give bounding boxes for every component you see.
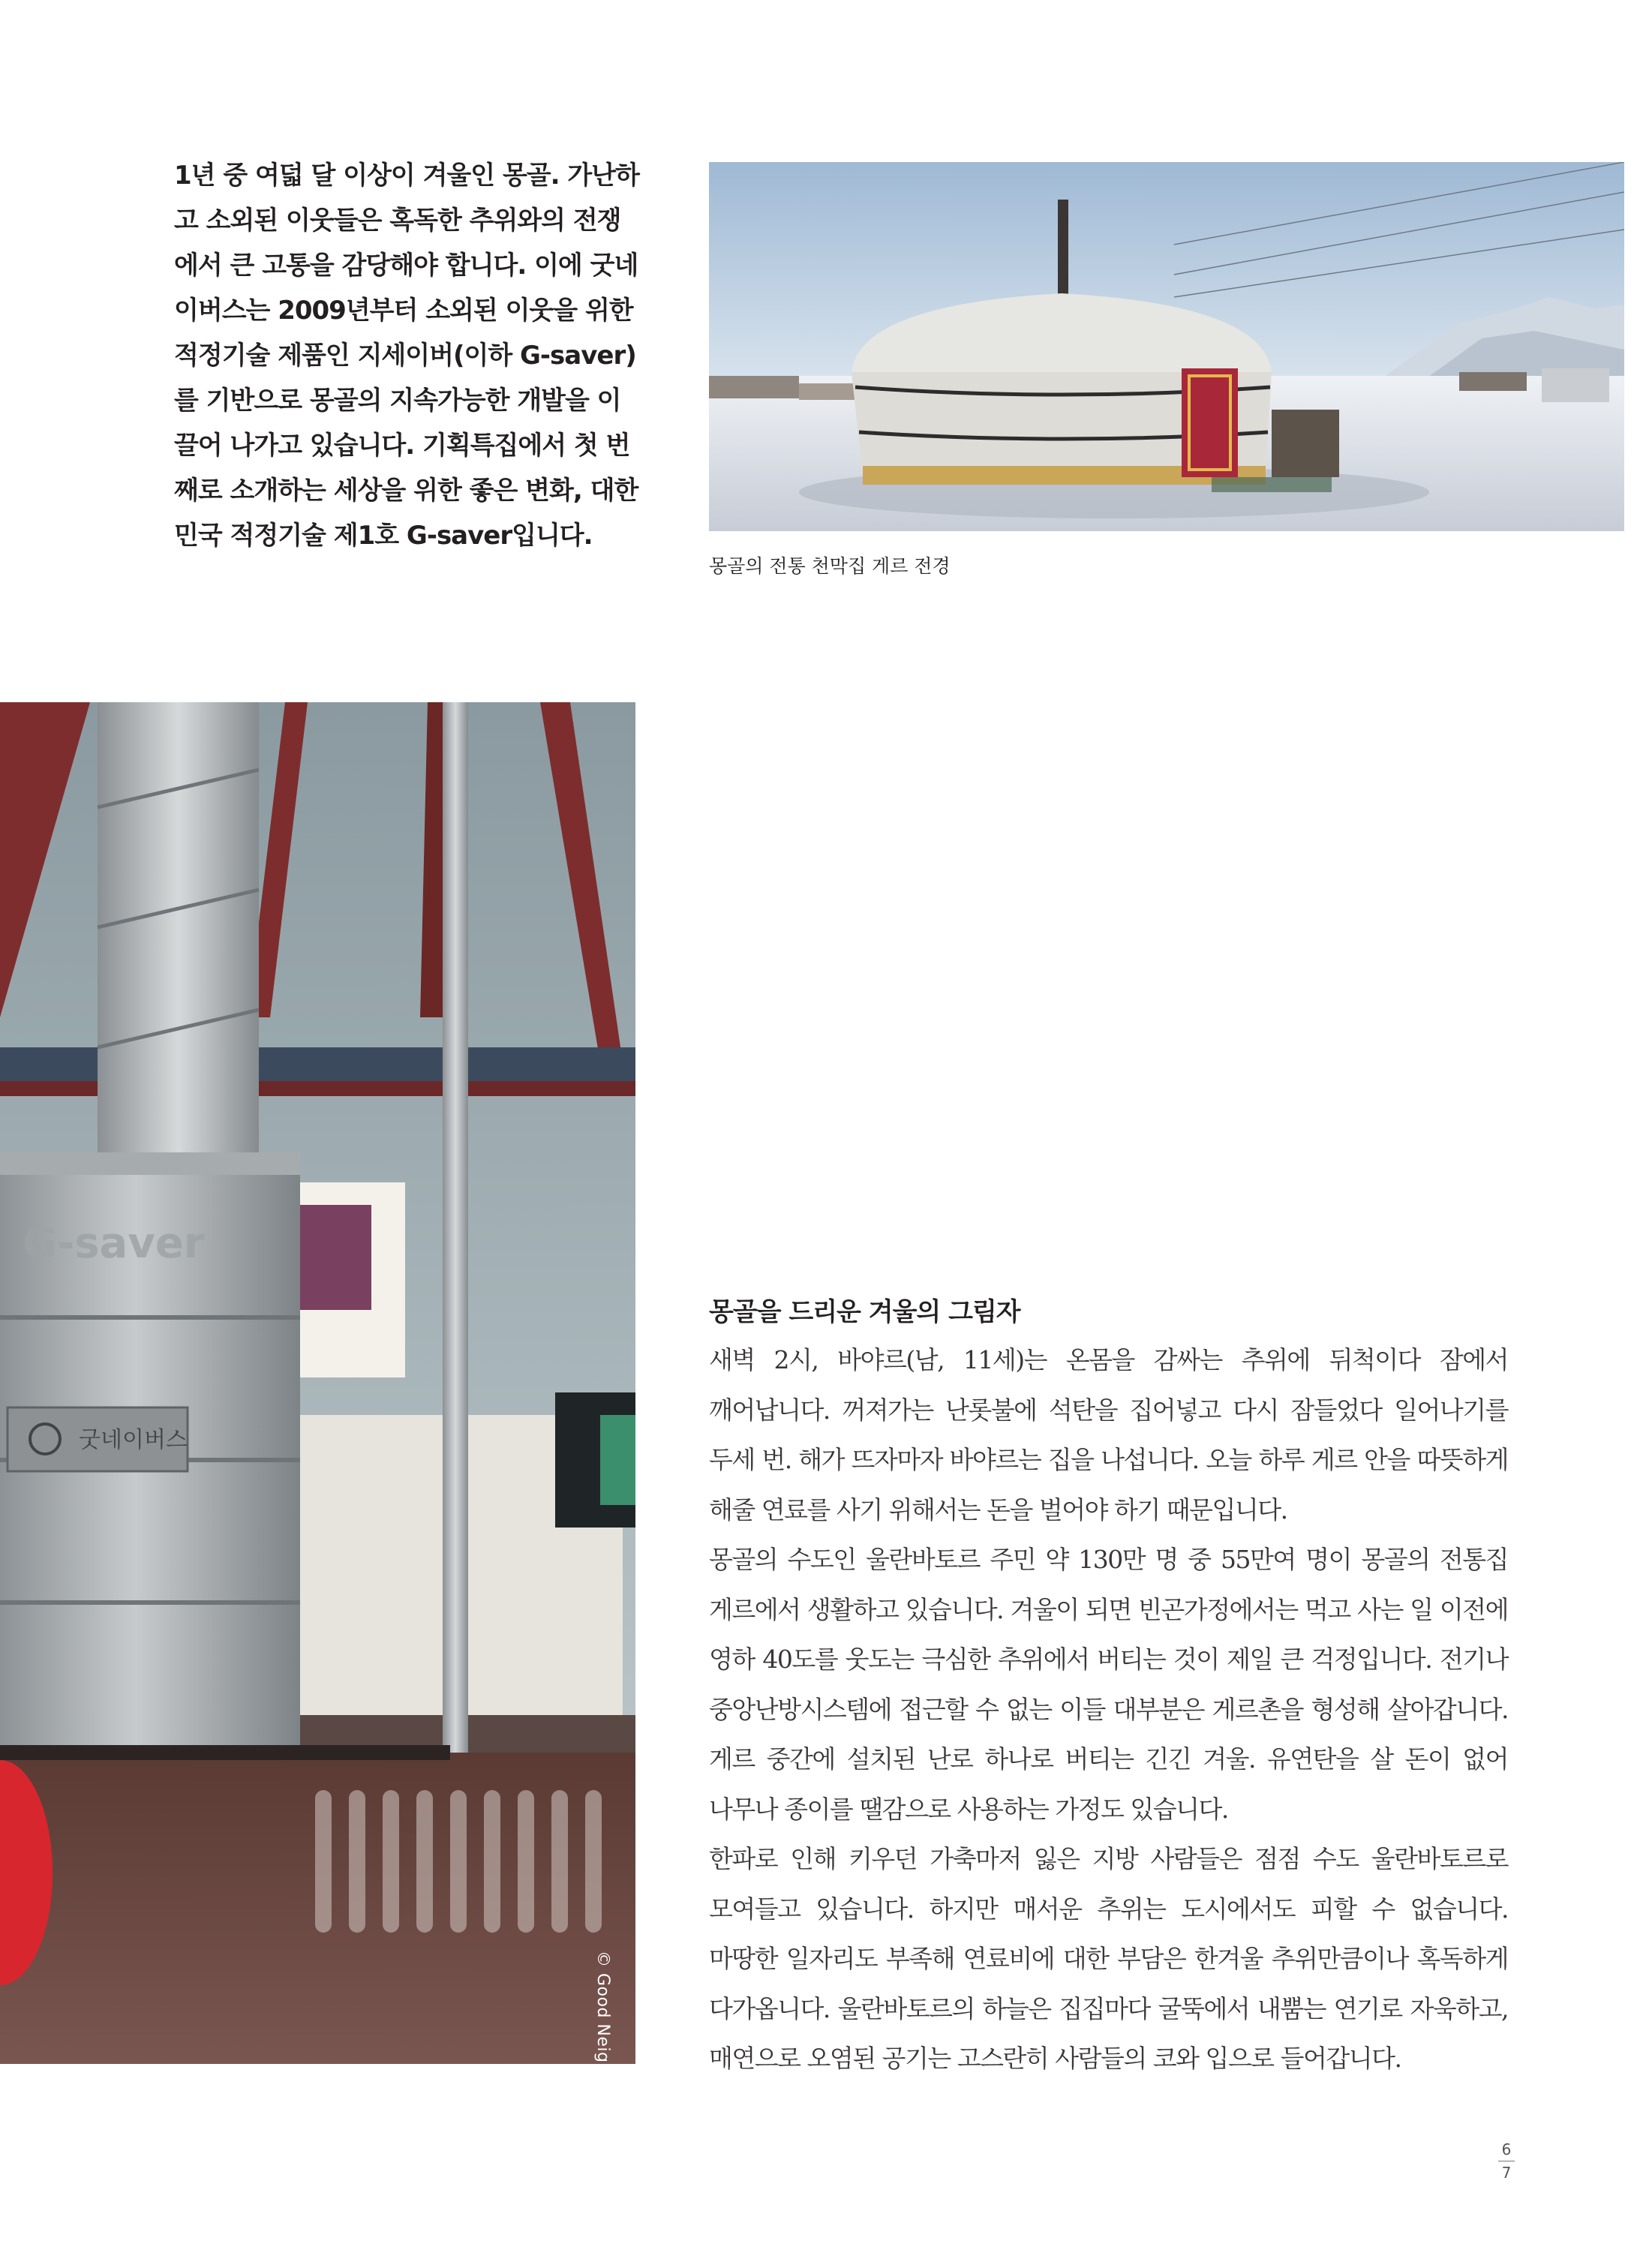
intro-line: 민국 적정기술 제1호 G-saver입니다. — [174, 521, 593, 551]
page-number-left: 6 — [1501, 2140, 1512, 2158]
ger-photo — [709, 162, 1624, 531]
stove-photo — [0, 702, 635, 2064]
intro-text — [174, 153, 639, 558]
stove-brand: G-saver — [23, 1219, 205, 1268]
ger-illustration — [709, 162, 1624, 531]
intro-line: 째로 소개하는 세상을 위한 좋은 변화, 대한 — [174, 476, 638, 506]
photo-credit: © Good Neighbors — [593, 1951, 612, 2111]
article-body — [709, 1335, 1508, 2084]
intro-line: 이버스는 2009년부터 소외된 이웃을 위한 — [174, 296, 633, 326]
intro-line: 에서 큰 고통을 감당해야 합니다. 이에 굿네 — [174, 251, 638, 281]
photo-caption: 몽골의 전통 천막집 게르 전경 — [709, 555, 951, 577]
intro-line: 를 기반으로 몽골의 지속가능한 개발을 이 — [174, 386, 621, 416]
intro-line: 끌어 나가고 있습니다. 기획특집에서 첫 번 — [174, 431, 630, 461]
stove-label: 굿네이버스 — [79, 1427, 188, 1453]
stove-illustration — [0, 702, 635, 2064]
page-number-right: 7 — [1501, 2164, 1512, 2182]
intro-line: 1년 중 여덟 달 이상이 겨울인 몽골. 가난하 — [174, 161, 639, 191]
intro-line: 적정기술 제품인 지세이버(이하 G-saver) — [174, 341, 636, 371]
article-paragraph: 몽골의 수도인 울란바토르 주민 약 130만 명 중 55만여 명이 몽골의 전통집 게르에서 생활하고 있습니다. 겨울이 되면 빈곤가정에서는 먹고 사는 일 이전에 영하 40도를 웃도는 극심한 추위에서 버티는 것이 제일 큰 걱정입니다. 전기나 중앙난방시스템에 접근할 수 없는 이들 대부분은 게르촌을 형성해 살아갑니다. 게르 중간에 설치된 난로 하나로 버티는 긴긴 겨울. 유연탄을 살 돈이 없어 나무나 종이를 땔감으로 사용하는 가정도 있습니다. — [709, 1545, 1508, 1824]
article-paragraph: 한파로 인해 키우던 가축마저 잃은 지방 사람들은 점점 수도 울란바토르로 모여들고 있습니다. 하지만 매서운 추위는 도시에서도 피할 수 없습니다. 마땅한 일자리도 부족해 연료비에 대한 부담은 한겨울 추위만큼이나 혹독하게 다가옵니다. 울란바토르의 하늘은 집집마다 굴뚝에서 내뿜는 연기로 자욱하고, 매연으로 오염된 공기는 고스란히 사람들의 코와 입으로 들어갑니다. — [709, 1844, 1508, 2073]
article-title: 몽골을 드리운 겨울의 그림자 — [709, 1297, 1020, 1327]
article-paragraph: 새벽 2시, 바야르(남, 11세)는 온몸을 감싸는 추위에 뒤척이다 잠에서 깨어납니다. 꺼져가는 난롯불에 석탄을 집어넣고 다시 잠들었다 일어나기를 두세 번. 해가 뜨자마자 바야르는 집을 나섭니다. 오늘 하루 게르 안을 따뜻하게 해줄 연료를 사기 위해서는 돈을 벌어야 하기 때문입니다. — [709, 1345, 1508, 1525]
intro-line: 고 소외된 이웃들은 혹독한 추위와의 전쟁 — [174, 206, 621, 236]
page-number — [1495, 2140, 1518, 2182]
